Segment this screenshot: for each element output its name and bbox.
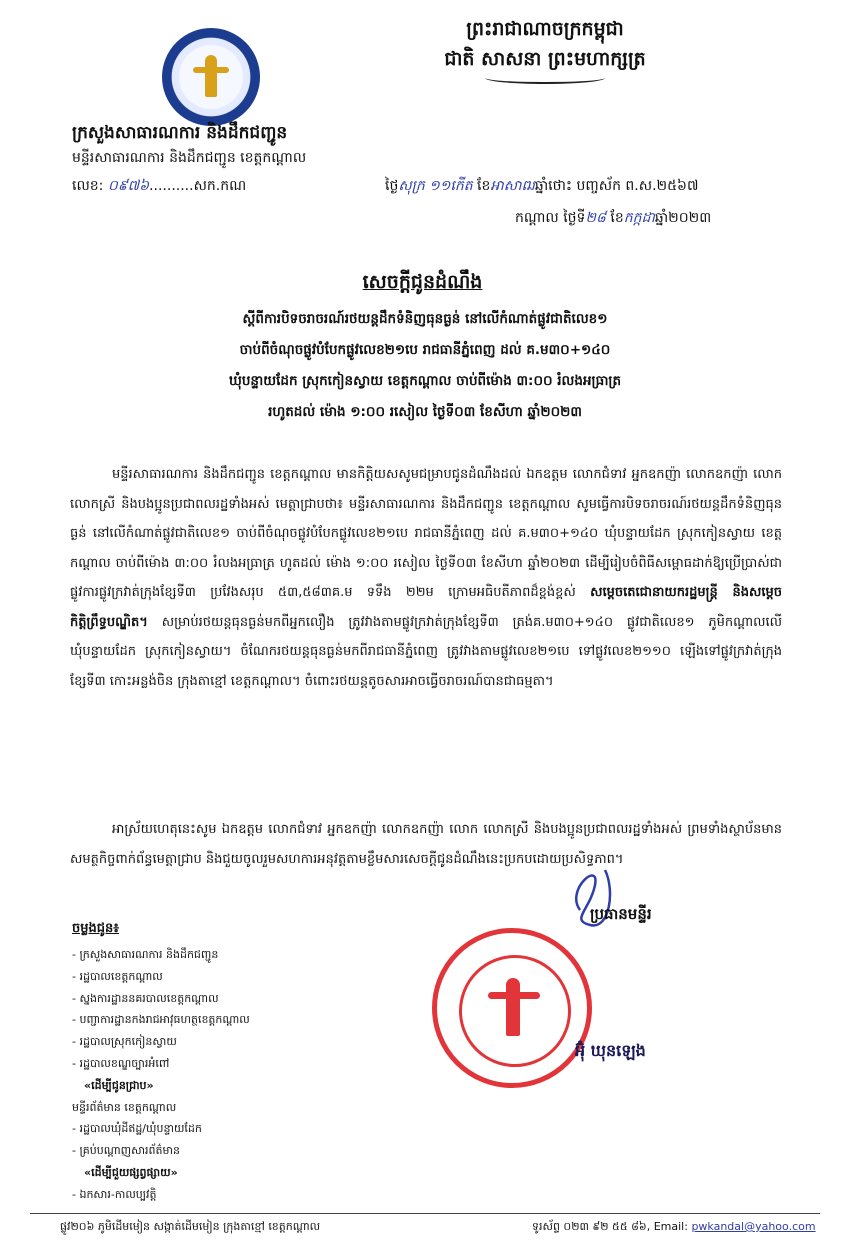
footer-divider bbox=[30, 1213, 820, 1214]
ministry-name: ក្រសួងសាធារណការ និងដឹកជញ្ជូន bbox=[72, 123, 288, 143]
subject-line: ចាប់ពីចំណុចផ្លូវបំបែកផ្លូវលេខ២១បេ រាជធានីភ្នំពេញ ដល់ គ.ម៣០+១៤០ bbox=[239, 342, 611, 358]
place-prefix: កណ្ដាល ថ្ងៃទី bbox=[515, 210, 586, 226]
cc-item: - ឯកសារ-កាលប្បវត្តិ bbox=[72, 1187, 157, 1201]
solar-year: ឆ្នាំ២០២៣ bbox=[654, 210, 712, 226]
header-ornament bbox=[485, 72, 605, 84]
seal-figure bbox=[506, 978, 520, 1036]
signer-name: អ៊ុំ ឃុនឡេង bbox=[575, 1041, 646, 1060]
cc-list bbox=[72, 944, 250, 1206]
subject-line: ឃុំបន្ទាយដែក ស្រុកកៀនស្វាយ ខេត្តកណ្ដាល ចាប់ពីម៉ោង ៣:០០ រំលងអធ្រាត្រ bbox=[228, 373, 622, 389]
cc-item: «ដើម្បីជូនជ្រាប» bbox=[84, 1078, 154, 1092]
footer-contact bbox=[532, 1220, 816, 1236]
body-paragraph-1 bbox=[70, 460, 782, 696]
solar-month-label: ខែ bbox=[610, 210, 624, 226]
solar-month: កក្កដា bbox=[623, 210, 655, 226]
cc-item: - រដ្ឋបាលខណ្ឌច្បារអំពៅ bbox=[72, 1056, 170, 1070]
ministry-logo bbox=[162, 28, 260, 126]
reference-value: ០៩៧៦ bbox=[107, 178, 150, 194]
lunar-month: អាសាឍ bbox=[490, 178, 535, 194]
subject-block bbox=[70, 304, 780, 428]
cc-item: - គ្រប់បណ្ដាញសារព័ត៌មាន bbox=[72, 1144, 180, 1158]
subject-line: រហូតដល់ ម៉ោង ១:០០ រសៀល ថ្ងៃទី០៣ ខែសីហា ឆ្នាំ២០២៣ bbox=[268, 404, 582, 420]
logo-figure bbox=[205, 55, 217, 97]
department-name: មន្ទីរសាធារណការ និងដឹកជញ្ជូន ខេត្តកណ្ដាល bbox=[72, 150, 307, 166]
subject-line: ស្ដីពីការបិទចរាចរណ៍រថយន្តដឹកទំនិញធុនធ្ងន់ នៅលើកំណាត់ផ្លូវជាតិលេខ១ bbox=[242, 311, 608, 327]
signer-title: ប្រធានមន្ទីរ bbox=[590, 905, 652, 923]
logo-emblem bbox=[179, 45, 243, 109]
footer-address: ផ្លូវ២០៦ ភូមិដើមមៀន សង្កាត់ដើមមៀន ក្រុងតាខ្មៅ ខេត្តកណ្ដាល bbox=[60, 1220, 321, 1233]
solar-date bbox=[515, 208, 711, 229]
kingdom-header bbox=[395, 14, 695, 74]
reference-suffix: សក.កណ bbox=[193, 178, 247, 194]
cc-title: ចម្លងជូន៖ bbox=[72, 921, 119, 936]
body-bold-text: សម្ដេចតេជោនាយករដ្ឋមន្ត្រី និងសម្ដេចកិត្តិព្រឹទ្ធបណ្ឌិត។ bbox=[70, 585, 782, 630]
cc-item: «ដើម្បីជួយផ្សព្វផ្សាយ» bbox=[84, 1165, 178, 1179]
footer-email-label: Email: bbox=[653, 1220, 688, 1233]
document-title: សេចក្ដីជូនដំណឹង bbox=[362, 271, 483, 293]
cc-item: - ស្នងការដ្ឋាននគរបាលខេត្តកណ្ដាល bbox=[72, 991, 219, 1005]
cc-item: - ក្រសួងសាធារណការ និងដឹកជញ្ជូន bbox=[72, 948, 219, 961]
official-seal bbox=[432, 928, 592, 1088]
reference-dots: .......... bbox=[149, 178, 194, 194]
footer-email-link[interactable]: pwkandal@yahoo.com bbox=[691, 1220, 816, 1233]
reference-label: លេខ: bbox=[72, 178, 104, 194]
reference-number bbox=[72, 176, 246, 197]
cc-item: - រដ្ឋបាលខេត្តកណ្ដាល bbox=[72, 969, 163, 983]
cc-item: - រដ្ឋបាលឃុំដីឥដ្ឋ/ឃុំបន្ទាយដែក bbox=[72, 1122, 202, 1136]
body-text: មន្ទីរសាធារណការ និងដឹកជញ្ជូន ខេត្តកណ្ដាល មានកិត្តិយសសូមជម្រាបជូនដំណឹងដល់ ឯកឧត្តម លោកជំទាវ អ្នកឧកញ៉ា លោកឧកញ៉ា លោក លោកស្រី និងបងប្អូនប្រជាពលរដ្ឋទាំងអស់ មេត្តាជ្រាបថា៖ មន្ទីរសាធារណការ និងដឹកជញ្ជូន ខេត្តកណ្ដាល សូមធ្វើការបិទចរាចរណ៍រថយន្តដឹកទំនិញធុនធ្ងន់ នៅលើកំណាត់ផ្លូវជាតិលេខ១ ចាប់ពីចំណុចផ្លូវបំបែកផ្លូវលេខ២១បេ រាជធានីភ្នំពេញ ដល់ គ.ម៣០+១៤០ ឃុំបន្ទាយដែក ស្រុកកៀនស្វាយ ខេត្តកណ្ដាល ចាប់ពីម៉ោង ៣:០០ រំលងអធ្រាត្រ ហូតដល់ ម៉ោង ១:០០ រសៀល ថ្ងៃទី០៣ ខែសីហា ឆ្នាំ២០២៣ ដើម្បីរៀបចំពិធីសម្ពោធដាក់ឱ្យប្រើប្រាស់ជាផ្លូវការផ្លូវក្រវាត់ក្រុងខ្សែទី៣ ប្រវែងសរុប ៥៣,៥៨៣គ.ម ទទឹង ២២ម ក្រោមអធិបតីភាពដ៏ខ្ពង់ខ្ពស់ bbox=[70, 467, 782, 600]
footer-phone: ទូរស័ព្ទ ០២៣ ៩២ ៥៥ ៨៦, bbox=[532, 1220, 651, 1233]
body-text-rest: សម្រាប់រថយន្តធុនធ្ងន់មកពីអ្នកលឿង ត្រូវវាងតាមផ្លូវក្រវាត់ក្រុងខ្សែទី៣ ត្រង់គ.ម៣០+១៤០ ផ្លូវជាតិលេខ១ ភូមិកណ្ដាលលើ ឃុំបន្ទាយដែក ស្រុកកៀនស្វាយ។ ចំណែករថយន្តធុនធ្ងន់មកពីរាជធានីភ្នំពេញ ត្រូវវាងតាមផ្លូវលេខ២១បេ ទៅផ្លូវលេខ២១១០ ឡើងទៅផ្លូវក្រវាត់ក្រុងខ្សែទី៣ កោះអន្លង់ចិន ក្រុងតាខ្មៅ ខេត្តកណ្ដាល។ ចំពោះរថយន្តតូចសារអាចធ្វើចរាចរណ៍បានជាធម្មតា។ bbox=[70, 614, 783, 689]
cc-item: - រដ្ឋបាលស្រុកកៀនស្វាយ bbox=[72, 1035, 177, 1049]
lunar-day: សុក្រ ១១កើត bbox=[398, 178, 473, 194]
cc-item: - បញ្ជាការដ្ឋានកងរាជអាវុធហត្ថខេត្តកណ្ដាល bbox=[72, 1013, 250, 1027]
kingdom-motto: ជាតិ សាសនា ព្រះមហាក្សត្រ bbox=[444, 48, 646, 70]
kingdom-title: ព្រះរាជាណាចក្រកម្ពុជា bbox=[466, 18, 624, 40]
solar-day: ២៨ bbox=[585, 210, 606, 226]
cc-item: មន្ទីរព័ត៌មាន ខេត្តកណ្ដាល bbox=[72, 1100, 177, 1114]
body-paragraph-2: អាស្រ័យហេតុនេះសូម ឯកឧត្តម លោកជំទាវ អ្នកឧកញ៉ា លោកឧកញ៉ា លោក លោកស្រី និងបងប្អូនប្រជាពលរដ្ឋទាំងអស់ ព្រមទាំងស្ថាប័នមានសមត្ថកិច្ចពាក់ព័ន្ធមេត្តាជ្រាប និងជួយចូលរួមសហការអនុវត្តតាមខ្លឹមសារសេចក្ដីជូនដំណឹងនេះប្រកបដោយប្រសិទ្ធភាព។ bbox=[70, 822, 782, 867]
lunar-date bbox=[385, 176, 698, 197]
lunar-month-prefix: ខែ bbox=[477, 178, 491, 194]
lunar-day-prefix: ថ្ងៃ bbox=[385, 178, 399, 194]
seal-inner-ring bbox=[459, 955, 571, 1067]
lunar-year: ឆ្នាំថោះ បញ្ចស័ក ព.ស.២៥៦៧ bbox=[534, 178, 699, 194]
